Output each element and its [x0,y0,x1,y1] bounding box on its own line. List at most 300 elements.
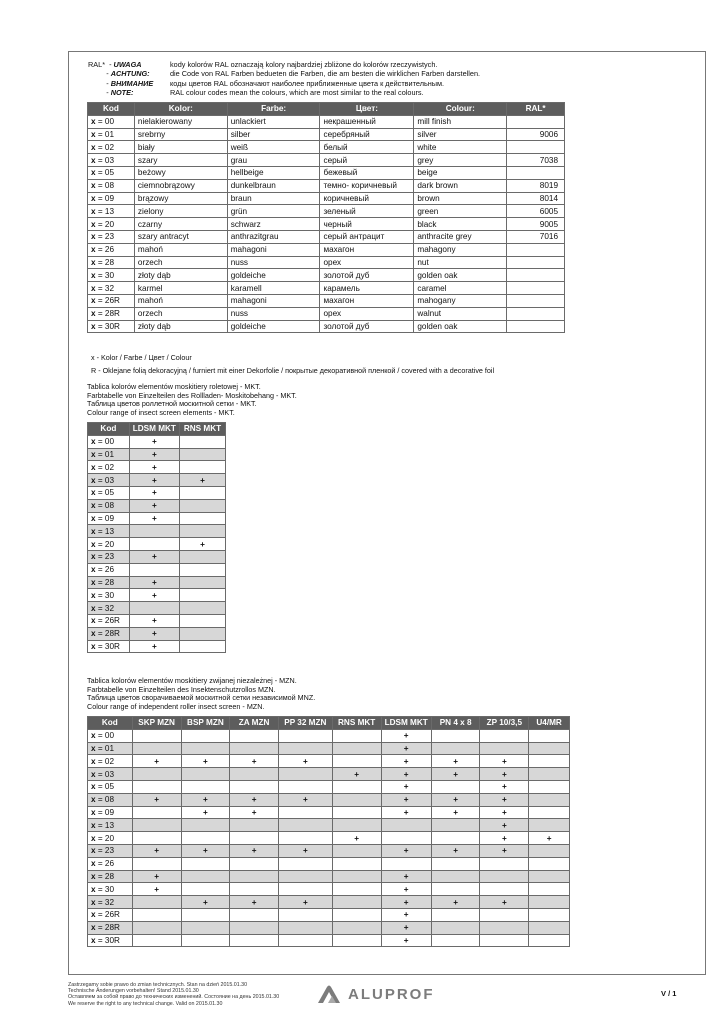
table-cell: x = 32 [88,282,135,295]
column-header: Farbe: [227,103,320,116]
table-cell [507,320,565,333]
table-cell: + [129,435,179,448]
table-row [88,474,226,487]
caption-line: Zastrzegamy sobie prawo do zmian technicznych. Stan na dzień 2015.01.30 [68,982,248,988]
table-cell: белый [320,141,414,154]
table-row [88,755,570,768]
note-row [88,88,480,97]
table-cell: x = 03 [88,768,133,781]
table-cell: + [381,921,431,934]
table-row [88,729,570,742]
note-text: RAL colour codes mean the colours, which are most similar to the real colours. [170,87,424,97]
aluprof-logo-icon [316,984,344,1004]
table-row [88,563,226,576]
table-cell: black [414,218,507,231]
table-row [88,141,565,154]
table-cell [332,755,381,768]
note-text: коды цветов RAL обозначают наиболее приближенные цвета к действительным. [170,78,445,88]
table-row [88,883,570,896]
table-cell [181,883,230,896]
table-cell: x = 20 [88,218,135,231]
table-cell: x = 13 [88,819,133,832]
table-cell: dark brown [414,179,507,192]
table-cell: x = 01 [88,742,133,755]
table-cell: biały [134,141,227,154]
table-cell: x = 03 [88,474,130,487]
table-cell: ciemnobrązowy [134,179,227,192]
column-header: ZA MZN [230,717,279,730]
table-cell: орех [320,307,414,320]
column-header: Kod [88,103,135,116]
table-cell: orzech [134,256,227,269]
table-cell [132,921,181,934]
caption-line: We reserve the right to any technical change. Valid on 2015.01.30 [68,1000,223,1007]
caption-line: Оставляем за собой право до технических изменений. Состояние на день 2015.01.30 [68,994,280,1001]
table-cell: x = 05 [88,780,133,793]
table-cell: 9005 [507,218,565,231]
table-cell [230,742,279,755]
table-cell: + [129,486,179,499]
table-cell [179,550,225,563]
table-cell: серый антрацит [320,230,414,243]
table-cell [529,780,570,793]
table-cell: beżowy [134,166,227,179]
table-cell [179,589,225,602]
table-cell: x = 20 [88,832,133,845]
table-cell: + [129,640,179,653]
table-row [88,243,565,256]
table-cell: x = 28 [88,870,133,883]
table-cell [278,819,332,832]
table-cell: + [181,806,230,819]
table-cell: anthracite grey [414,230,507,243]
table-cell [332,742,381,755]
table-row [88,742,570,755]
table-cell [480,883,529,896]
table-cell: + [179,538,225,551]
note-row [88,79,480,88]
column-header: RAL* [507,103,565,116]
note-text: die Code von RAL Farben bedueten die Farben, die am besten die wirklichen Farben darstellen. [170,69,481,79]
table-cell: x = 00 [88,729,133,742]
table-row [88,448,226,461]
table-cell: karamell [227,282,320,295]
table-cell: + [129,589,179,602]
table-cell: złoty dąb [134,269,227,282]
table-row [88,576,226,589]
table-cell: + [230,755,279,768]
table-cell: + [129,461,179,474]
table-cell: weiß [227,141,320,154]
table-cell [181,819,230,832]
table-cell: + [230,806,279,819]
table-cell: 9006 [507,128,565,141]
table-row [88,627,226,640]
table-cell [179,640,225,653]
table-cell [431,832,480,845]
table-cell: x = 23 [88,550,130,563]
table-cell: brown [414,192,507,205]
table-cell: x = 03 [88,154,135,167]
table-cell: + [181,755,230,768]
table-cell: + [431,896,480,909]
table-cell [332,793,381,806]
table-cell: schwarz [227,218,320,231]
table-cell: nut [414,256,507,269]
table-cell: + [381,883,431,896]
table-cell [529,742,570,755]
table-cell [332,870,381,883]
table-cell: mahogany [414,294,507,307]
table-cell: x = 26 [88,243,135,256]
table-cell: x = 09 [88,512,130,525]
table-cell: + [480,844,529,857]
table-cell: grau [227,154,320,167]
table-cell [230,908,279,921]
table-cell: golden oak [414,320,507,333]
table-cell: + [230,793,279,806]
table-cell [431,742,480,755]
table-row [88,525,226,538]
table-cell [230,832,279,845]
table-row [88,461,226,474]
table-cell: brązowy [134,192,227,205]
table-cell [529,934,570,947]
table-cell: черный [320,218,414,231]
table-cell [132,780,181,793]
table-cell: + [431,755,480,768]
table-cell [132,832,181,845]
table-cell: hellbeige [227,166,320,179]
table-cell: орех [320,256,414,269]
table-cell [278,870,332,883]
table-row [88,908,570,921]
table-cell [278,729,332,742]
table-cell: + [129,627,179,640]
table-cell [529,806,570,819]
table-cell: x = 01 [88,448,130,461]
note-row [88,69,480,78]
table-cell: x = 09 [88,806,133,819]
column-header: PP 32 MZN [278,717,332,730]
legend-r: R - Oklejane folią dekoracyjną / furniert mit einer Dekorfolie / покрытые декоративной пленкой / covered with a decorative foil [91,366,495,375]
table-cell [129,525,179,538]
table-cell: karmel [134,282,227,295]
table-cell [529,768,570,781]
table-cell: карамель [320,282,414,295]
table-cell: silver [414,128,507,141]
table-row [88,819,570,832]
table-cell: некрашенный [320,115,414,128]
table-cell [529,857,570,870]
table-cell: x = 13 [88,205,135,218]
table-cell: grün [227,205,320,218]
table-cell [332,780,381,793]
table-cell: + [129,614,179,627]
table-cell: x = 00 [88,435,130,448]
table-cell: x = 08 [88,499,130,512]
table-cell: 8014 [507,192,565,205]
table-cell: + [181,896,230,909]
table-row [88,179,565,192]
table-cell: золотой дуб [320,269,414,282]
table-cell [507,141,565,154]
table-cell: + [278,755,332,768]
table-cell: green [414,205,507,218]
table-cell: x = 05 [88,486,130,499]
table-row [88,269,565,282]
caption-line: Таблица цветов роллетной москитной сетки - MKT. [87,399,257,409]
table-cell [181,780,230,793]
table-row [88,640,226,653]
table-cell [507,115,565,128]
table-cell [132,908,181,921]
table-cell [181,832,230,845]
table-cell: goldeiche [227,269,320,282]
table-cell [230,768,279,781]
table-cell: braun [227,192,320,205]
table-cell: golden oak [414,269,507,282]
table-row [88,768,570,781]
table-cell [278,857,332,870]
table-cell: + [129,499,179,512]
table-cell: nuss [227,307,320,320]
table-cell: caramel [414,282,507,295]
table-cell [278,806,332,819]
table-cell: + [381,934,431,947]
table-cell [529,729,570,742]
table-row [88,154,565,167]
table-cell [230,870,279,883]
table-cell [332,844,381,857]
table-cell: x = 26R [88,614,130,627]
column-header: RNS MKT [179,423,225,436]
table-cell: + [129,512,179,525]
table-cell: темно- коричневый [320,179,414,192]
table-cell [181,908,230,921]
table-cell [179,576,225,589]
table-cell: mahagoni [227,243,320,256]
table-cell [529,870,570,883]
table-cell: + [230,896,279,909]
table-cell: szary [134,154,227,167]
table-cell [480,908,529,921]
table-row [88,793,570,806]
table-cell [278,780,332,793]
table-cell: złoty dąb [134,320,227,333]
table-cell: dunkelbraun [227,179,320,192]
table-row [88,486,226,499]
table-cell: + [132,870,181,883]
table-cell [480,729,529,742]
ral-notes [88,60,480,97]
table-cell: + [529,832,570,845]
table-cell: mahagoni [227,294,320,307]
table-cell: x = 01 [88,128,135,141]
table-cell [529,755,570,768]
table-cell: zielony [134,205,227,218]
table-cell: x = 30 [88,269,135,282]
table-cell [129,602,179,615]
table-cell: + [332,832,381,845]
note-label: - NOTE: [88,87,134,97]
table-cell [480,742,529,755]
table-row [88,512,226,525]
page-number: V / 1 [661,989,677,998]
table-cell [529,896,570,909]
table-row [88,218,565,231]
column-header: LDSM MKT [129,423,179,436]
column-header: ZP 10/3,5 [480,717,529,730]
table-row [88,307,565,320]
table-cell: + [480,780,529,793]
table-cell [431,819,480,832]
table-cell [431,780,480,793]
table-cell: mill finish [414,115,507,128]
table-cell: grey [414,154,507,167]
table-cell [381,857,431,870]
table-row [88,230,565,243]
table-cell: x = 30R [88,934,133,947]
table-cell: x = 02 [88,141,135,154]
table-cell [529,819,570,832]
table-cell: махагон [320,243,414,256]
note-label: RAL* - UWAGA [88,60,142,69]
table-row [88,896,570,909]
table-cell: x = 02 [88,755,133,768]
table-cell [529,883,570,896]
table-cell [181,768,230,781]
table-cell: + [381,870,431,883]
table-cell: + [480,755,529,768]
table-cell [507,166,565,179]
table-cell: x = 30 [88,883,133,896]
table-cell: + [431,793,480,806]
table-cell: x = 26R [88,908,133,921]
table-cell [132,819,181,832]
table-row [88,435,226,448]
table-cell [132,729,181,742]
table-cell: + [332,768,381,781]
table-row [88,921,570,934]
table-cell [507,282,565,295]
column-header: SKP MZN [132,717,181,730]
column-header: RNS MKT [332,717,381,730]
table-cell [480,934,529,947]
table-cell: + [480,832,529,845]
table-cell: x = 20 [88,538,130,551]
footer-disclaimer [68,982,279,1007]
table-cell: x = 08 [88,793,133,806]
table-cell [179,614,225,627]
legend-x: x - Kolor / Farbe / Цвет / Colour [91,353,192,362]
table-cell [278,768,332,781]
table-cell [230,934,279,947]
table-row [88,538,226,551]
table-cell: бежевый [320,166,414,179]
table-cell [431,857,480,870]
table-cell [431,934,480,947]
table-row [88,934,570,947]
table-cell: silber [227,128,320,141]
caption-line: Таблица цветов сворачиваемой москитной сетки независимой MNZ. [87,693,316,703]
note-label: - ACHTUNG: [88,69,150,79]
table-cell [507,307,565,320]
caption-line: Tablica kolorów elementów moskitiery zwijanej niezależnej - MZN. [87,676,297,685]
table-cell [179,461,225,474]
table-cell [480,857,529,870]
table-cell [181,857,230,870]
table-cell: x = 09 [88,192,135,205]
column-header: Kod [88,423,130,436]
table-cell: + [132,755,181,768]
table-cell: x = 30 [88,589,130,602]
table-row [88,282,565,295]
table-cell: + [129,474,179,487]
table-cell [529,921,570,934]
table-cell: + [381,908,431,921]
table-cell: + [132,844,181,857]
caption-line: Farbtabelle von Einzelteilen des Insektenschutzrollos MZN. [87,684,276,694]
table-cell [132,806,181,819]
table-cell: 7038 [507,154,565,167]
column-header: Kolor: [134,103,227,116]
table-cell: серый [320,154,414,167]
table-cell: x = 23 [88,844,133,857]
table-cell [507,294,565,307]
table-cell: mahagony [414,243,507,256]
table-row [88,205,565,218]
table-cell: + [132,883,181,896]
table-cell: beige [414,166,507,179]
table-cell [278,742,332,755]
table-cell: x = 30R [88,640,130,653]
table-cell: x = 28R [88,307,135,320]
table-cell: + [129,576,179,589]
table-cell [181,729,230,742]
table-cell [179,627,225,640]
table-cell [230,729,279,742]
table-cell: + [381,768,431,781]
table-cell [332,896,381,909]
table-cell: czarny [134,218,227,231]
table-cell [431,921,480,934]
mzn-table [87,716,570,947]
table-cell: nielakierowany [134,115,227,128]
table-cell [381,832,431,845]
table-cell: x = 32 [88,896,133,909]
table-cell: x = 28R [88,627,130,640]
caption-line: Technische Änderungen vorbehalten! Stand 2015.01.30 [68,988,199,995]
table-cell [230,883,279,896]
table-cell [132,768,181,781]
table-row [88,614,226,627]
table-cell: mahoń [134,294,227,307]
table-cell: x = 32 [88,602,130,615]
table-row [88,870,570,883]
table-cell: + [129,448,179,461]
table-cell: + [480,819,529,832]
caption-line: Farbtabelle von Einzelteilen des Rollladen- Moskitobehang - MKT. [87,390,297,400]
table-cell: 8019 [507,179,565,192]
table-cell [507,269,565,282]
table-cell: + [480,806,529,819]
table-cell [529,844,570,857]
column-header: U4/MR [529,717,570,730]
column-header: Colour: [414,103,507,116]
table-cell [179,435,225,448]
table-cell [278,832,332,845]
